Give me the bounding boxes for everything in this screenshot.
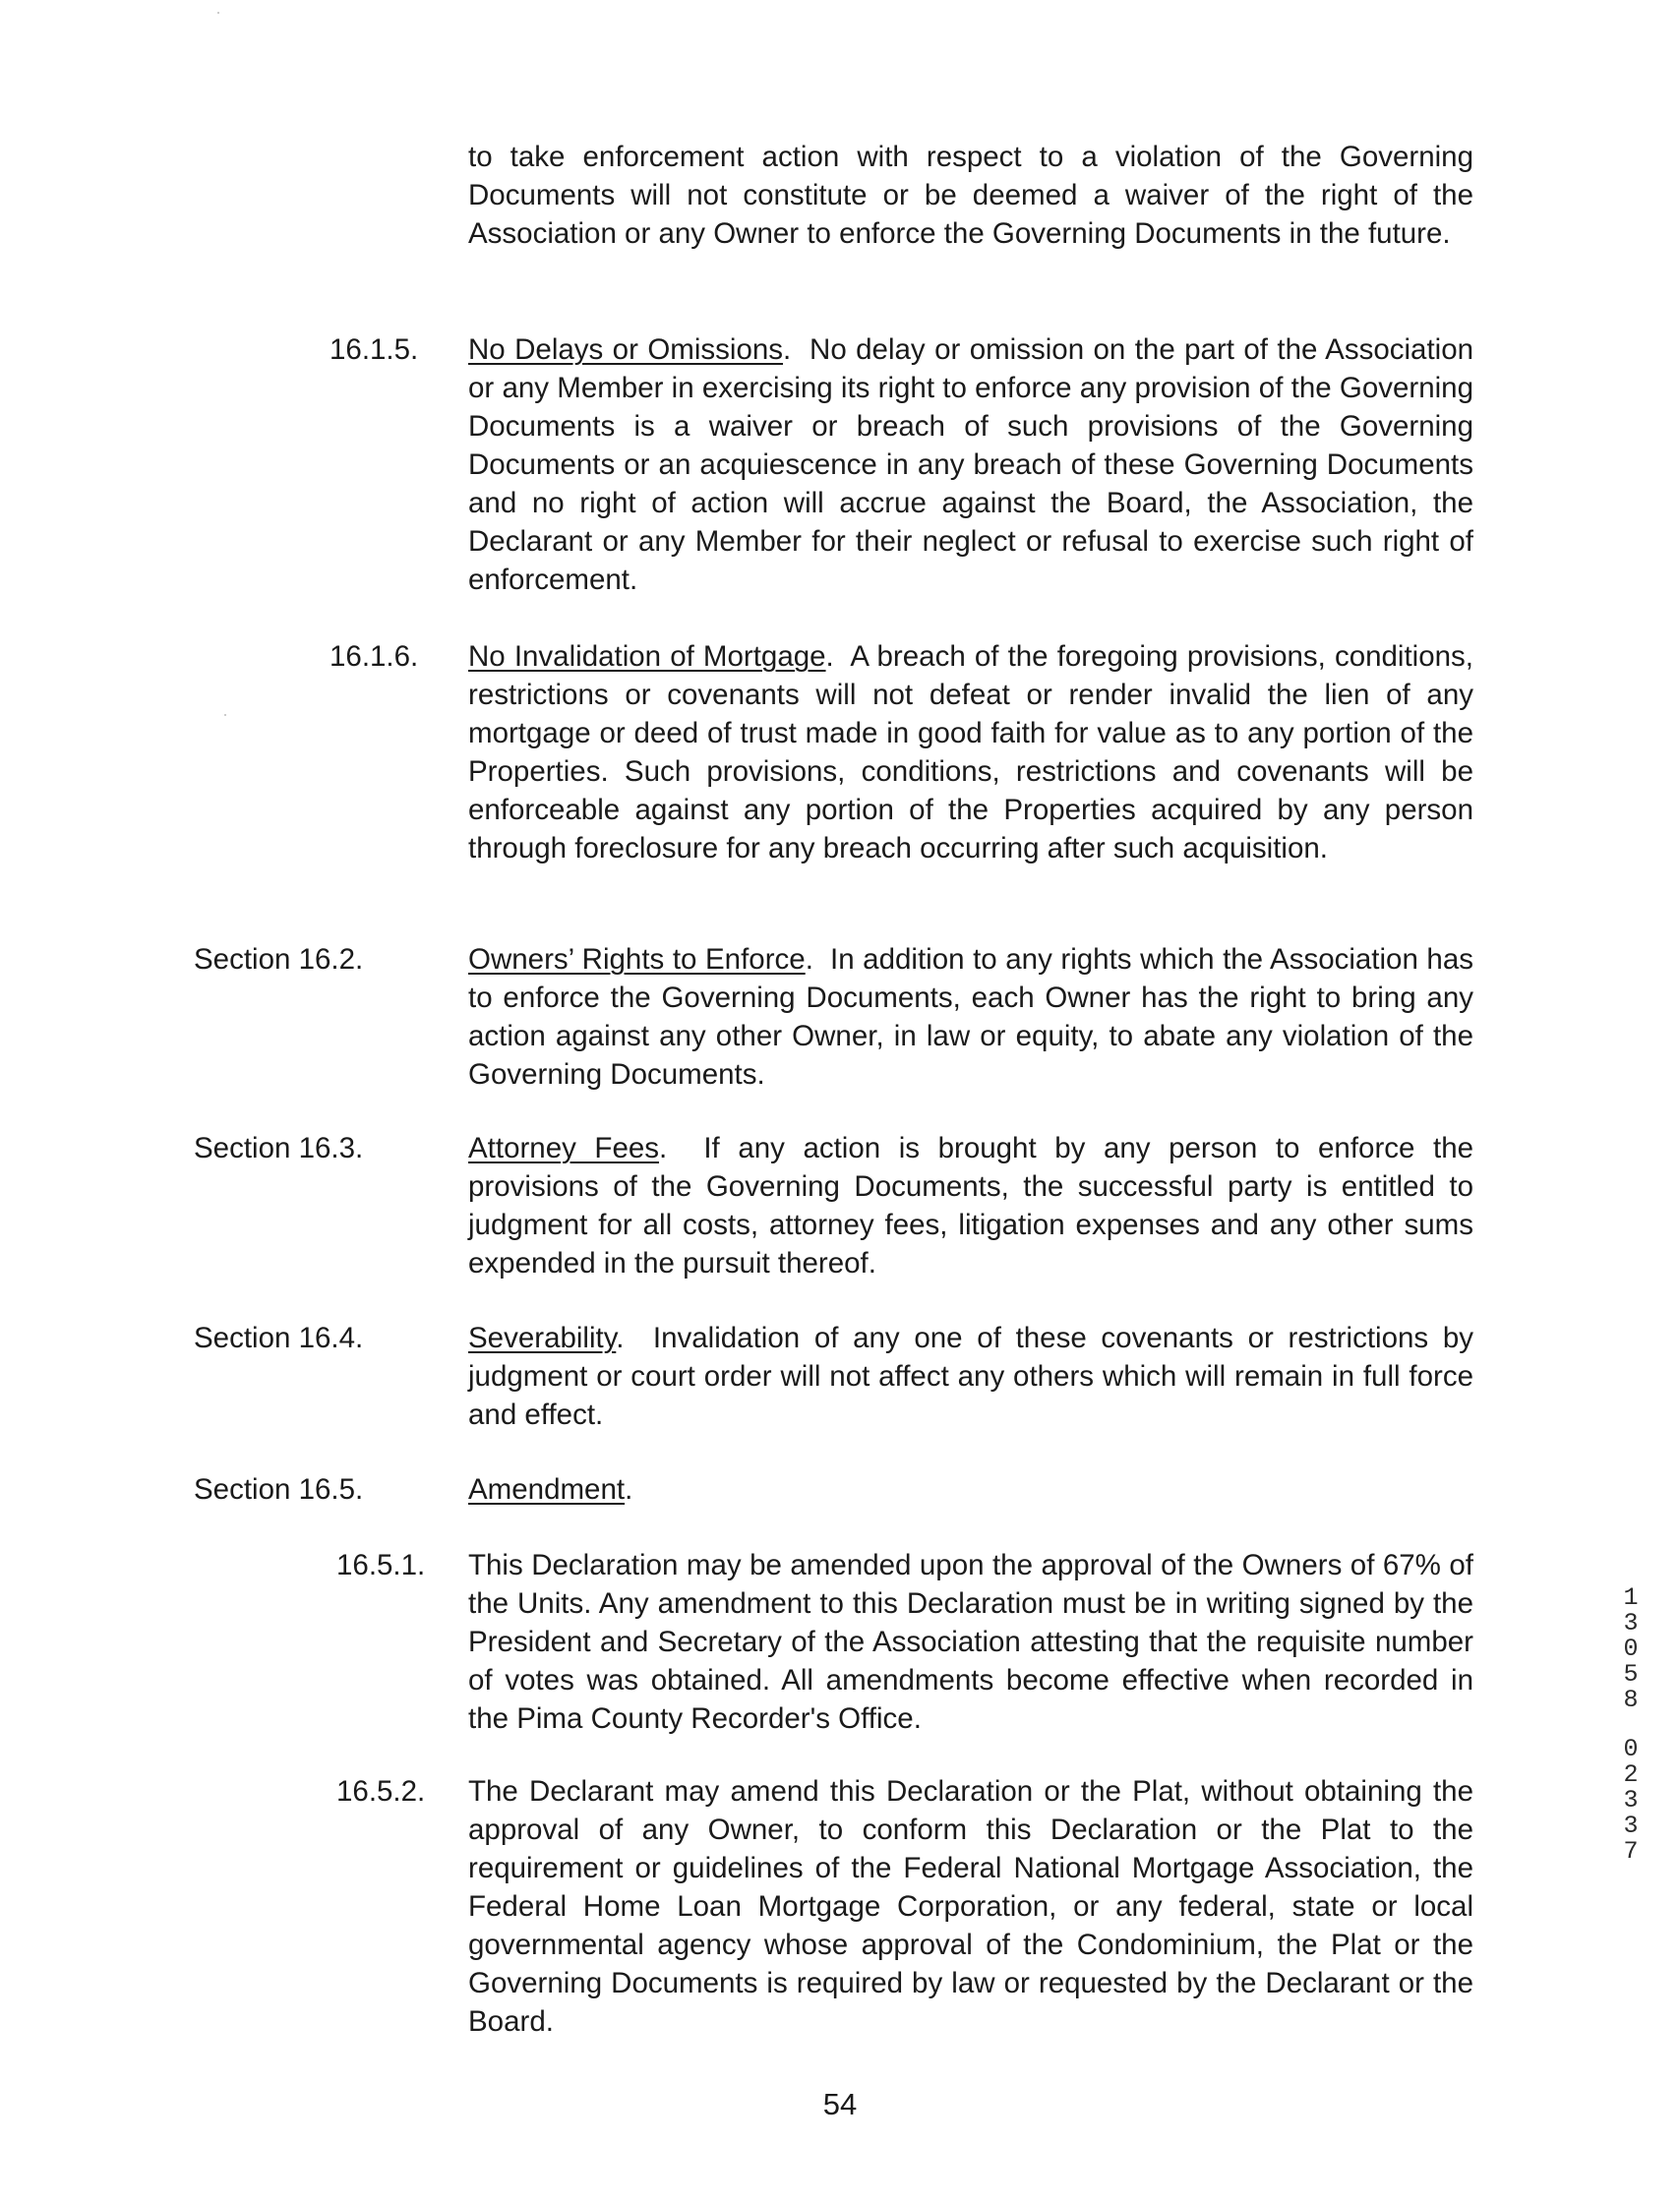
subsection-heading: No Delays or Omissions bbox=[468, 333, 784, 366]
subsection-text: No delay or omission on the part of the Association or any Member in exercising its right to enforce any provision of the Governing Documents is a waiver or breach of such provisions of the Governing Documents or an acquiescence in any breach of these Governing Documents and no right of action will accrue against the Board, the Association, the Declarant or any Member for their neglect or refusal to exercise such right of enforcement. bbox=[468, 333, 1474, 596]
stamp-digit: 3 bbox=[1623, 1812, 1639, 1840]
page-number: 54 bbox=[822, 2087, 858, 2121]
subsection-number: 16.1.5. bbox=[330, 333, 419, 366]
subsection-16-5-1 bbox=[468, 1546, 1473, 1738]
section-number: Section 16.3. bbox=[194, 1132, 364, 1164]
stamp-digit: 5 bbox=[1623, 1660, 1639, 1689]
section-number: Section 16.5. bbox=[194, 1473, 364, 1506]
subsection-16-1-5: No Delays or Omissions. No delay or omission on the part of the Association or any Member in exercising its right to enforce any provision of the Governing Documents is a waiver or breach of such provisions of the Governing Documents or an acquiescence in any breach of these Governing Documents and no right of action will accrue against the Board, the Association, the Declarant or any Member for their neglect or refusal to exercise such right of enforcement. bbox=[468, 333, 1474, 596]
stamp-digit: 3 bbox=[1623, 1609, 1639, 1637]
section-number: Section 16.2. bbox=[194, 943, 364, 976]
section-heading: Attorney Fees bbox=[468, 1132, 660, 1164]
stamp-digit: 0 bbox=[1623, 1635, 1639, 1663]
stamp-digit: 7 bbox=[1623, 1837, 1639, 1866]
subsection-text: A breach of the foregoing provisions, conditions, restrictions or covenants will not defeat or render invalid the lien of any mortgage or deed of trust made in good faith for value as to any portion of the Properties. Such provisions, conditions, restrictions and covenants will be enforceable against any portion of the Properties acquired by any person through foreclosure for any breach occurring after such acquisition. bbox=[468, 640, 1473, 864]
scan-speck bbox=[217, 12, 219, 14]
intro-paragraph-text: to take enforcement action with respect to a violation of the Governing Documents will not constitute or be deemed a waiver of the right of the Association or any Owner to enforce the Governing Documents in the future. bbox=[468, 141, 1473, 250]
subsection-number: 16.5.1. bbox=[336, 1549, 426, 1581]
stamp-digit: 1 bbox=[1623, 1583, 1639, 1612]
subsection-16-1-6: No Invalidation of Mortgage. A breach of the foregoing provisions, conditions, restrictions or covenants will not defeat or render invalid the lien of any mortgage or deed of trust made in good faith for value as to any portion of the Properties. Such provisions, conditions, restrictions and covenants will be enforceable against any portion of the Properties acquired by any person through foreclosure for any breach occurring after such acquisition. bbox=[468, 640, 1473, 864]
section-16-2: Owners’ Rights to Enforce. In addition to any rights which the Association has to enforce the Governing Documents, each Owner has the right to bring any action against any other Owner, in law or equity, to abate any violation of the Governing Documents. bbox=[468, 943, 1473, 1091]
subsection-number: 16.1.6. bbox=[330, 640, 419, 673]
section-16-3: Attorney Fees. If any action is brought by any person to enforce the provisions of the Governing Documents, the successful party is entitled to judgment for all costs, attorney fees, litigation expenses and any other sums expended in the pursuit thereof. bbox=[468, 1132, 1474, 1280]
stamp-digit: 2 bbox=[1623, 1760, 1639, 1789]
subsection-text: The Declarant may amend this Declaration or the Plat, without obtaining the approval of any Owner, to conform this Declaration or the Plat to the requirement or guidelines of the Federal National Mortgage Association, the Federal Home Loan Mortgage Corporation, or any federal, state or local governmental agency whose approval of the Condominium, the Plat or the Governing Documents is required by law or requested by the Declarant or the Board. bbox=[468, 1775, 1473, 2038]
stamp-digit: 0 bbox=[1623, 1735, 1639, 1763]
section-text: In addition to any rights which the Association has to enforce the Governing Documents, each Owner has the right to bring any action against any other Owner, in law or equity, to abate any violation of the Governing Documents. bbox=[468, 943, 1473, 1091]
section-heading: Owners’ Rights to Enforce bbox=[468, 943, 806, 976]
subsection-number: 16.5.2. bbox=[336, 1775, 426, 1808]
stamp-digit: 3 bbox=[1623, 1786, 1639, 1815]
section-text: If any action is brought by any person to enforce the provisions of the Governing Documents, the successful party is entitled to judgment for all costs, attorney fees, litigation expenses and any other sums expended in the pursuit thereof. bbox=[468, 1132, 1474, 1280]
section-heading: Amendment bbox=[468, 1473, 626, 1506]
section-heading: Severability bbox=[468, 1322, 617, 1354]
section-16-4: Severability. Invalidation of any one of these covenants or restrictions by judgment or court order will not affect any others which will remain in full force and effect. bbox=[468, 1322, 1473, 1431]
intro-paragraph bbox=[468, 138, 1473, 253]
scan-speck bbox=[224, 714, 226, 716]
stamp-digit: 8 bbox=[1623, 1686, 1639, 1714]
recording-number-stamp bbox=[1621, 1585, 1641, 1865]
subsection-16-5-2 bbox=[468, 1772, 1473, 2041]
subsection-text: This Declaration may be amended upon the approval of the Owners of 67% of the Units. Any amendment to this Declaration must be in writing signed by the President and Secretary of the Association attesting that the requisite number of votes was obtained. All amendments become effective when recorded in the Pima County Recorder's Office. bbox=[468, 1549, 1473, 1735]
section-16-5: Amendment. bbox=[468, 1473, 633, 1506]
section-number: Section 16.4. bbox=[194, 1322, 364, 1354]
subsection-heading: No Invalidation of Mortgage bbox=[468, 640, 826, 673]
section-text: Invalidation of any one of these covenants or restrictions by judgment or court order will not affect any others which will remain in full force and effect. bbox=[468, 1322, 1473, 1431]
